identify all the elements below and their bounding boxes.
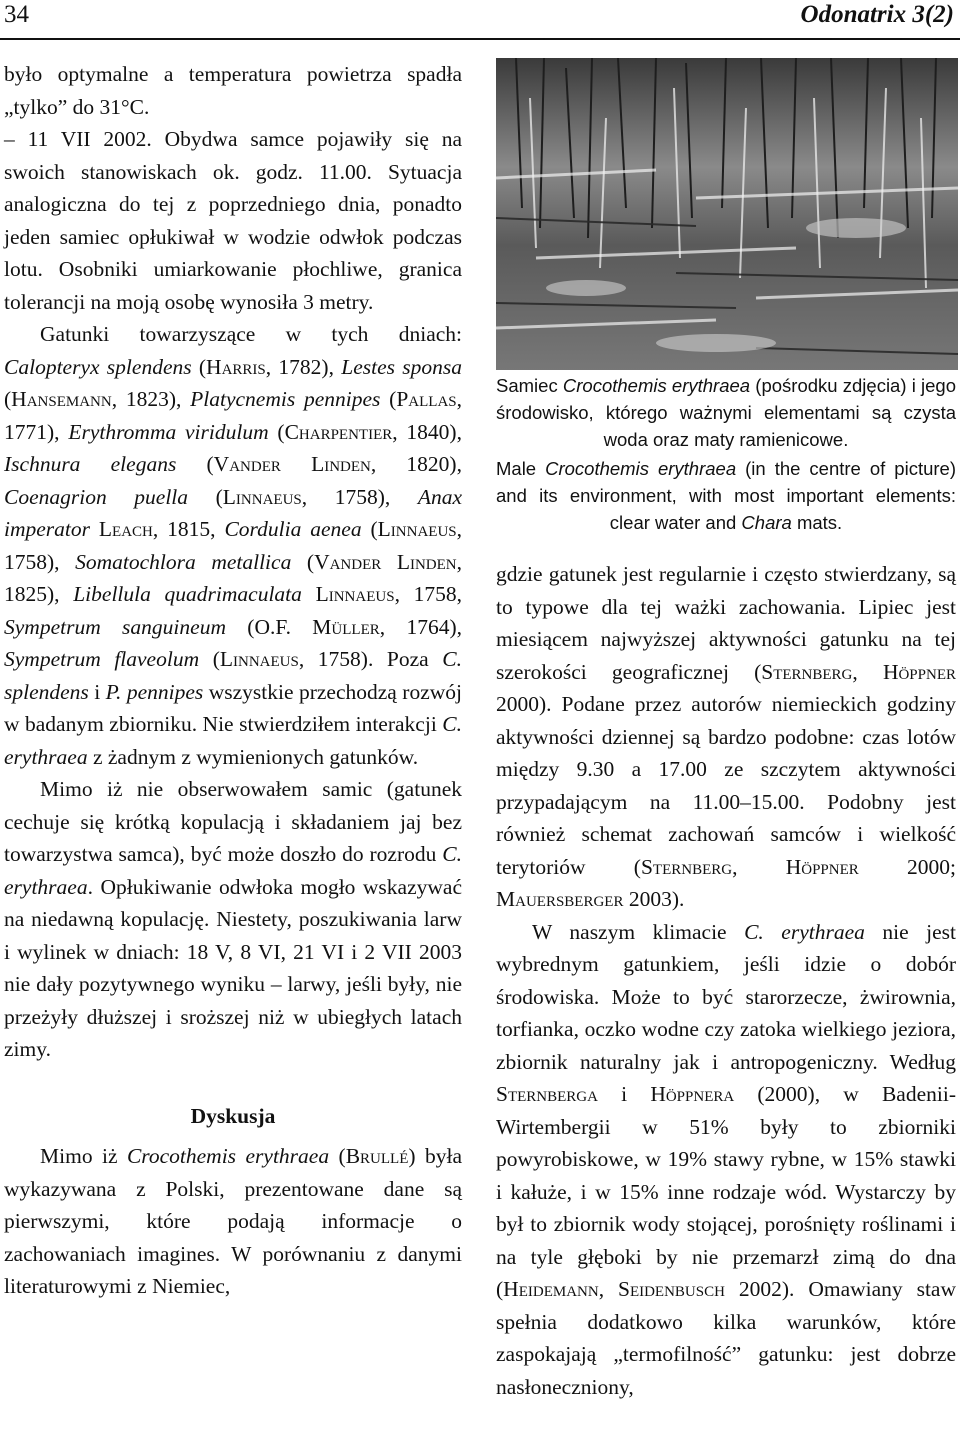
author-name: Sternberga — [496, 1082, 598, 1106]
species-name: C. erythraea — [744, 919, 865, 944]
author-name: Harris — [206, 354, 266, 379]
caption-polish: Samiec Crocothemis erythraea (pośrodku zdjęcia) i jego środowisko, którego ważnymi elementami są czysta woda oraz maty ramienicowe. — [496, 375, 956, 450]
author-name: Vander Linden — [213, 452, 371, 476]
author-name: Leach — [98, 517, 153, 541]
species-name: Calopteryx splendens — [4, 354, 192, 379]
species-name: Anax imperator — [4, 484, 462, 541]
author-name: Brullé — [345, 1144, 409, 1168]
author-name: Linnaeus — [219, 647, 299, 671]
author-name: Höppnera — [650, 1082, 735, 1106]
author-name: Mauersberger — [496, 887, 624, 911]
author-name: Sternberg — [761, 659, 853, 684]
author-name: Müller — [312, 614, 380, 639]
author-name: Höppner — [785, 854, 859, 879]
author-name: Linnaeus — [315, 582, 395, 606]
species-name: P. pennipes — [105, 679, 204, 704]
header-rule — [0, 38, 960, 40]
author-name: Sternberg — [640, 854, 733, 879]
paragraph-reproduction: Mimo iż nie obserwowałem samic (gatunek cechuje się krótką kopulacją i składaniem jaj bez towarzystwa samca), być może doszło do rozrodu C. erythraea. Opłukiwanie odwłoka mogło wskazywać na niedawną kopulację. Niestety, poszukiwania larw i wylinek w dniach: 18 V, 8 VI, 21 VI i 2 VII 2003 nie dały pozytywnego wyniku – larwy, jeśli były, nie przeżyły dłuższej i sroższej niż w ubiegłych latach zimy. — [4, 777, 462, 1061]
paragraph-11-vii: – 11 VII 2002. Obydwa samce pojawiły się na swoich stanowiskach ok. godz. 11.00. Sytuacja analogiczna do tej z poprzedniego dnia, ponadto jeden samiec opłukiwał w wodzie odwłok podczas lotu. Osobniki umiarkowanie płochliwe, granica tolerancji na moją osobę wynosiła 3 metry. — [4, 127, 462, 314]
author-name: Pallas — [396, 387, 457, 411]
left-column — [4, 58, 462, 1303]
species-name: Sympetrum flaveolum — [4, 647, 200, 671]
author-name: Heidemann — [503, 1277, 599, 1301]
author-name: Seidenbusch — [617, 1277, 725, 1301]
figure-caption — [496, 372, 956, 536]
paragraph-species-list: Gatunki towarzyszące w tych dniach: Calopteryx splendens (Harris, 1782), Lestes sponsa (Hansemann, 1823), Platycnemis pennipes (Pallas, 1771), Erythromma viridulum (Charpentier, 1840), Ischnura elegans (Vander Linden, 1820), Coenagrion puella (Linnaeus, 1758), Anax imperator Leach, 1815, Cordulia aenea (Linnaeus, 1758), Somatochlora metallica (Vander Linden, 1825), Libellula quadrimaculata Linnaeus, 1758, Sympetrum sanguineum (O.F. Müller, 1764), Sympetrum flaveolum (Linnaeus, 1758). Poza C. splendens i P. pennipes wszystkie przechodzą rozwój w badanym zbiorniku. Nie stwierdziłem interakcji C. erythraea z żadnym z wymienionych gatunków. — [4, 322, 463, 769]
species-name: Crocothemis erythraea — [562, 375, 751, 396]
journal-title: Odonatrix 3(2) — [800, 1, 954, 28]
paragraph-habitat: W naszym klimacie C. erythraea nie jest wybrednym gatunkiem, jeśli idzie o dobór środowiska. Może to być starorzecze, żwirownia, torfianka, oczko wodne czy zatoka wielkiego jeziora, zbiornik naturalny jak i antropogeniczny. Według Sternberga i Höppnera (2000), w Badenii-Wirtembergii w 51% były to zbiorniki powyrobiskowe, w 19% stawy rybne, w 15% stawki i kałuże, i w 15% inne rodzaje wód. Wystarczy by był to zbiornik wody stojącej, porośnięty roślinami i na tyle głęboki by nie przemarzł zimą do dna (Heidemann, Seidenbusch 2002). Omawiany staw spełnia dodatkowo kilka warunków, które zaspokajają „termofilność” gatunku: jest dobrze nasłoneczniony, — [496, 919, 956, 1399]
habitat-photo — [496, 58, 958, 370]
author-name: Linnaeus — [377, 517, 457, 541]
page-header — [0, 0, 960, 40]
species-name: C. erythraea — [4, 842, 462, 899]
caption-english: Male Crocothemis erythraea (in the centre of picture) and its environment, with most important elements: clear water and Chara mats. — [496, 458, 956, 533]
author-name: Charpentier — [284, 419, 393, 444]
author-name: Höppner — [882, 659, 956, 684]
species-name: Lestes sponsa — [341, 354, 462, 379]
paragraph-activity: gdzie gatunek jest regularnie i często stwierdzany, są to typowe dla tej ważki zachowania. Lipiec jest miesiącem najwyższej aktywności gatunku na tej szerokości geograficznej (Sternberg, Höppner 2000). Podane przez autorów niemieckich godziny aktywności dziennej są bardzo podobne: czas lotów między 9.30 a 17.00 ze szczytem aktywności przypadającym na 11.00–15.00. Podobny jest również schemat zachowań samców i wielkość terytoriów (Sternberg, Höppner 2000; Mauersberger 2003). — [496, 562, 956, 911]
paragraph-temperature: było optymalne a temperatura powietrza spadła „tylko” do 31°C. — [4, 62, 462, 119]
species-name: Erythromma viridulum — [68, 419, 269, 444]
species-name: Cordulia aenea — [224, 517, 362, 541]
author-name: Vander Linden — [314, 549, 457, 574]
paragraph-discussion-intro: Mimo iż Crocothemis erythraea (Brullé) była wykazywana z Polski, prezentowane dane są pierwszymi, które podają informacje o zachowaniach imagines. W porównaniu z danymi literaturowymi z Niemiec, — [4, 1144, 462, 1298]
author-name: Hansemann — [11, 387, 112, 411]
species-name: Crocothemis erythraea — [545, 458, 737, 479]
species-name: Ischnura elegans — [4, 452, 177, 476]
species-name: C. erythraea — [4, 712, 462, 769]
author-name: Linnaeus — [222, 484, 302, 509]
species-name: C. splendens — [4, 647, 463, 704]
species-name: Coenagrion puella — [4, 484, 189, 509]
species-name: Libellula quadrimaculata — [73, 582, 302, 606]
species-name: Sympetrum sanguineum — [4, 614, 226, 639]
right-column — [496, 558, 956, 1403]
page-number: 34 — [4, 1, 29, 28]
species-name: Platycnemis pennipes — [190, 387, 381, 411]
species-name: Crocothemis erythraea — [126, 1144, 330, 1168]
genus-name: Chara — [741, 512, 792, 533]
species-name: Somatochlora metallica — [75, 549, 292, 574]
section-heading-dyskusja: Dyskusja — [190, 1103, 276, 1128]
